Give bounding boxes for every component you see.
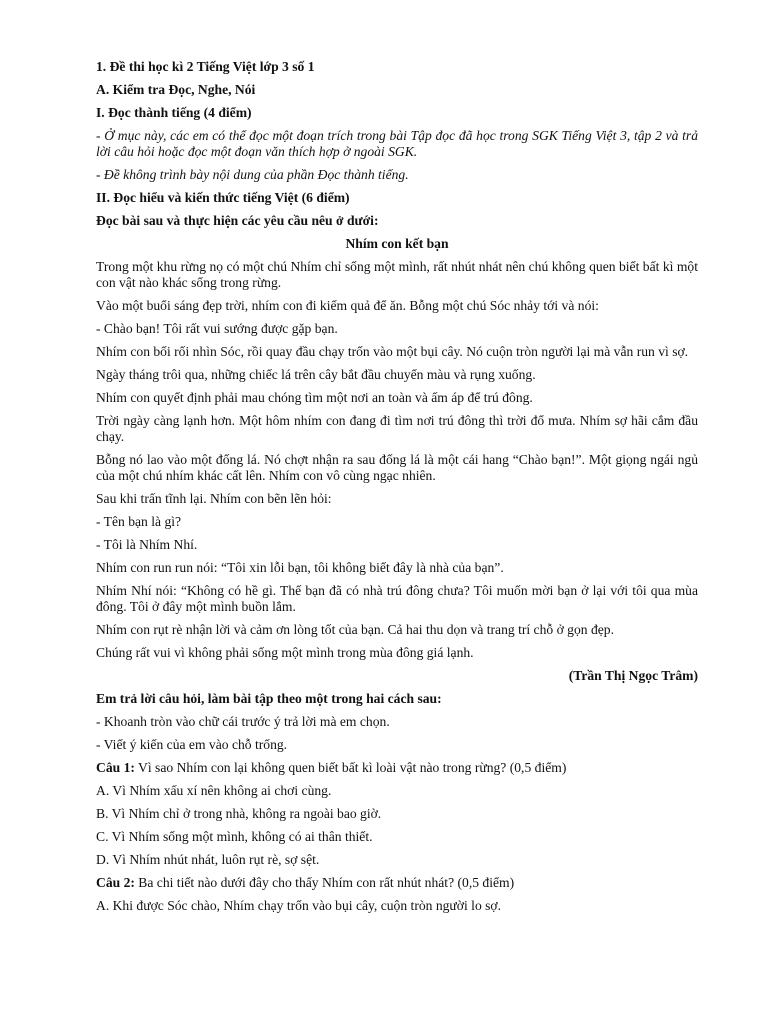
story-paragraph: - Chào bạn! Tôi rất vui sướng được gặp bạn.	[96, 321, 338, 336]
story-author: (Trần Thị Ngọc Trâm)	[568, 668, 698, 683]
question-1-option-c[interactable]: C. Vì Nhím sống một mình, không có ai thân thiết.	[96, 829, 373, 844]
story-paragraph: Nhím con bối rối nhìn Sóc, rồi quay đầu chạy trốn vào một bụi cây. Nó cuộn tròn người lại mà vẫn run vì sợ.	[96, 344, 689, 359]
exam-title: 1. Đề thi học kì 2 Tiếng Việt lớp 3 số 1	[96, 59, 315, 74]
question-1-label: Câu 1:	[96, 760, 135, 775]
part1-note-1: - Ở mục này, các em có thể đọc một đoạn trích trong bài Tập đọc đã học trong SGK Tiếng Việt 3, tập 2 và trả lời câu hỏi hoặc đọc một đoạn văn thích hợp ở ngoài SGK.	[96, 128, 698, 159]
read-instruction: Đọc bài sau và thực hiện các yêu cầu nêu ở dưới:	[96, 213, 379, 228]
story-title: Nhím con kết bạn	[345, 236, 449, 251]
part1-heading: I. Đọc thành tiếng (4 điểm)	[96, 105, 252, 120]
story-paragraph: Ngày tháng trôi qua, những chiếc lá trên cây bắt đầu chuyển màu và rụng xuống.	[96, 367, 536, 382]
question-1-text: Vì sao Nhím con lại không quen biết bất kì loài vật nào trong rừng? (0,5 điểm)	[134, 760, 567, 775]
story-paragraph: Nhím con run run nói: “Tôi xin lỗi bạn, tôi không biết đây là nhà của bạn”.	[96, 560, 504, 575]
story-paragraph: Trời ngày càng lạnh hơn. Một hôm nhím con đang đi tìm nơi trú đông thì trời đổ mưa. Nhím sợ hãi cắm đầu chạy.	[96, 413, 698, 444]
question-1-option-b[interactable]: B. Vì Nhím chỉ ở trong nhà, không ra ngoài bao giờ.	[96, 806, 382, 821]
part2-heading: II. Đọc hiểu và kiến thức tiếng Việt (6 điểm)	[96, 190, 350, 205]
story-paragraph: - Tên bạn là gì?	[96, 514, 182, 529]
story-paragraph: Nhím con quyết định phải mau chóng tìm một nơi an toàn và ấm áp để trú đông.	[96, 390, 533, 405]
story-paragraph: Chúng rất vui vì không phải sống một mình trong mùa đông giá lạnh.	[96, 645, 474, 660]
section-a-heading: A. Kiểm tra Đọc, Nghe, Nói	[96, 82, 256, 97]
story-paragraph: Nhím con rụt rè nhận lời và cảm ơn lòng tốt của bạn. Cả hai thu dọn và trang trí chỗ ở gọn đẹp.	[96, 622, 614, 637]
question-1	[96, 760, 698, 776]
part1-note-2: - Đề không trình bày nội dung của phần Đọc thành tiếng.	[96, 167, 409, 182]
answer-method-2: - Viết ý kiến của em vào chỗ trống.	[96, 737, 288, 752]
question-2-label: Câu 2:	[96, 875, 135, 890]
answer-method-1: - Khoanh tròn vào chữ cái trước ý trả lời mà em chọn.	[96, 714, 390, 729]
story-paragraph: Bỗng nó lao vào một đống lá. Nó chợt nhận ra sau đống lá là một cái hang “Chào bạn!”. Một giọng ngái ngủ của một chú nhím khác cất lên. Nhím con vô cùng ngạc nhiên.	[96, 452, 698, 483]
story-paragraph: Nhím Nhí nói: “Không có hề gì. Thế bạn đã có nhà trú đông chưa? Tôi muốn mời bạn ở lại với tôi qua mùa đông. Tôi ở đây một mình buồn lắm.	[96, 583, 698, 614]
question-2	[96, 875, 698, 891]
question-2-option-a[interactable]: A. Khi được Sóc chào, Nhím chạy trốn vào bụi cây, cuộn tròn người lo sợ.	[96, 898, 502, 913]
answer-instruction: Em trả lời câu hỏi, làm bài tập theo một trong hai cách sau:	[96, 691, 442, 706]
story-paragraph: Vào một buổi sáng đẹp trời, nhím con đi kiếm quả để ăn. Bỗng một chú Sóc nhảy tới và nói:	[96, 298, 599, 313]
question-1-option-a[interactable]: A. Vì Nhím xấu xí nên không ai chơi cùng.	[96, 783, 332, 798]
story-body	[96, 259, 698, 661]
story-paragraph: Trong một khu rừng nọ có một chú Nhím chỉ sống một mình, rất nhút nhát nên chú không quen biết bất kì một con vật nào khác sống trong rừng.	[96, 259, 698, 290]
story-paragraph: Sau khi trấn tĩnh lại. Nhím con bẽn lẽn hỏi:	[96, 491, 332, 506]
story-paragraph: - Tôi là Nhím Nhí.	[96, 537, 198, 552]
question-1-option-d[interactable]: D. Vì Nhím nhút nhát, luôn rụt rè, sợ sệt.	[96, 852, 320, 867]
question-2-text: Ba chi tiết nào dưới đây cho thấy Nhím con rất nhút nhát? (0,5 điểm)	[134, 875, 515, 890]
